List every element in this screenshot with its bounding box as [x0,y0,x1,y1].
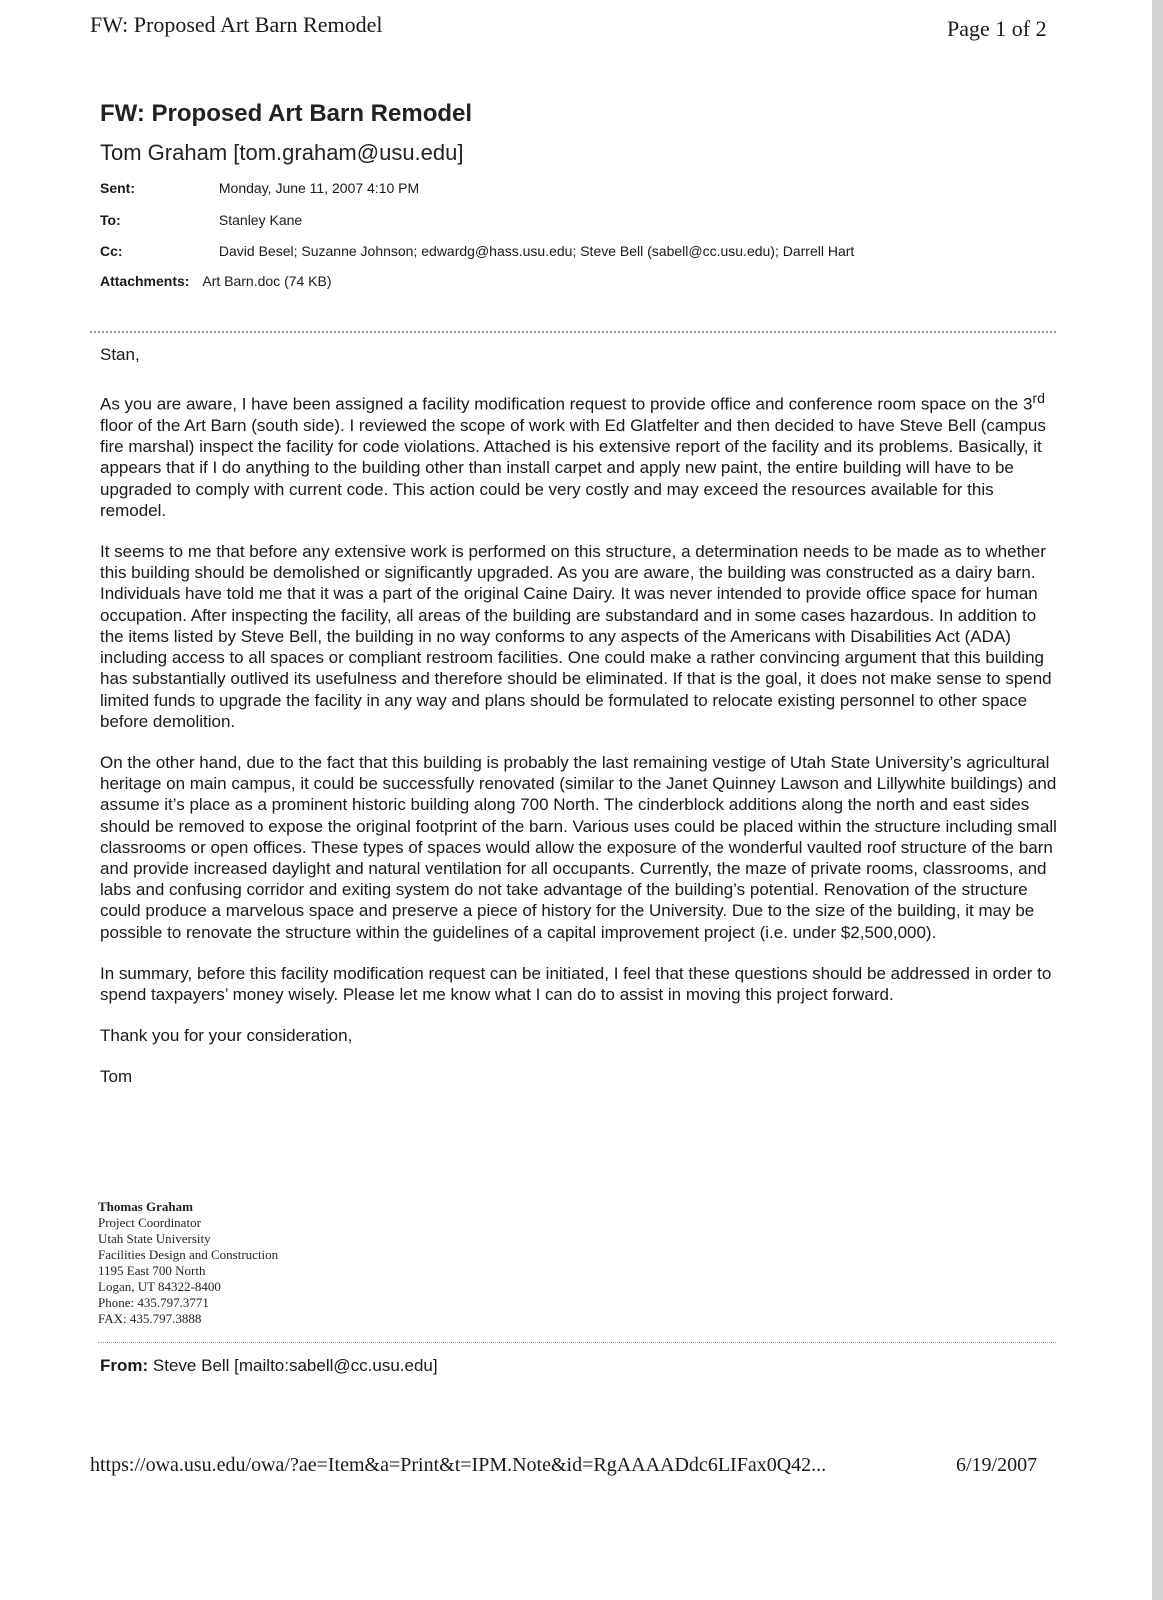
forwarded-from-line [100,1356,438,1376]
print-footer-date: 6/19/2007 [956,1454,1038,1476]
signature-city: Logan, UT 84322-8400 [98,1279,221,1294]
signature-dept: Facilities Design and Construction [98,1247,279,1262]
signature-phone: Phone: 435.797.3771 [98,1295,209,1310]
sent-row [100,180,419,196]
sent-label: Sent: [100,180,135,196]
scan-edge-shadow [1152,0,1163,1600]
attachments-label: Attachments: [100,273,190,289]
attachment-link[interactable]: Art Barn.doc (74 KB) [202,273,332,289]
signature-name: Thomas Graham [98,1199,193,1214]
p1-superscript: rd [1032,391,1046,408]
header-divider [90,331,1056,333]
p1-text-after: floor of the Art Barn (south side). I reviewed the scope of work with Ed Glatfelter and then decided to have Steve Bell (campus fire marshal) inspect the facility for code violations. Attached is his extensive report of the facility and its problems. Basically, it appears that if I do anything to the building other than install carpet and apply new paint, the entire building will have to be upgraded to comply with current code. This action could be very costly and may exceed the resources available for this remodel. [100,416,1046,520]
print-header-title: FW: Proposed Art Barn Remodel [90,12,383,37]
from-label: From: [100,1356,149,1375]
signature-title: Project Coordinator [98,1215,201,1230]
greeting: Stan, [100,345,140,364]
body-paragraph-3: On the other hand, due to the fact that this building is probably the last remaining vestige of Utah State University’s agricultural heritage on main campus, it could be successfully renovated (similar to the Janet Quinney Lawson and Lillywhite buildings) and assume it’s place as a prominent historic building along 700 North. The cinderblock additions along the north and east sides should be removed to expose the original footprint of the barn. Various uses could be placed within the structure including small classrooms or open offices. These types of spaces would allow the exposure of the wonderful vaulted roof structure of the barn and provide increased daylight and natural ventilation for all occupants. Currently, the maze of private rooms, classrooms, and labs and confusing corridor and exiting system do not take advantage of the building’s potential. Renovation of the structure could produce a marvelous space and preserve a piece of history for the University. Due to the size of the building, it may be possible to renovate the structure within the guidelines of a capital improvement project (i.e. under $2,500,000). [100,752,1057,942]
signature-street: 1195 East 700 North [98,1263,206,1278]
email-sender: Tom Graham [tom.graham@usu.edu] [100,140,464,165]
email-signature [98,1199,278,1327]
from-value[interactable]: Steve Bell [mailto:sabell@cc.usu.edu] [152,1356,438,1375]
email-body [100,344,1060,1108]
body-paragraph-1 [100,389,1060,521]
closing: Thank you for your consideration, [100,1026,353,1046]
sent-value: Monday, June 11, 2007 4:10 PM [218,180,420,196]
body-paragraph-4: In summary, before this facility modification request can be initiated, I feel that these questions should be addressed in order to spend taxpayers’ money wisely. Please let me know what I can do to assist in moving this project forward. [100,963,1052,1004]
signature-fax: FAX: 435.797.3888 [98,1311,202,1326]
to-value: Stanley Kane [218,212,303,228]
sign-off: Tom [100,1067,133,1087]
cc-label: Cc: [100,243,123,259]
forward-divider [98,1342,1056,1343]
body-paragraph-2: It seems to me that before any extensive work is performed on this structure, a determination needs to be made as to whether this building should be demolished or significantly upgraded. As you are aware, the building was constructed as a dairy barn. Individuals have told me that it was a part of the original Caine Dairy. It was never intended to provide office space for human occupation. After inspecting the facility, all areas of the building are substandard and in some cases hazardous. In addition to the items listed by Steve Bell, the building in no way conforms to any aspects of the Americans with Disabilities Act (ADA) including access to all spaces or compliant restroom facilities. One could make a rather convincing argument that this building has substantially outlived its usefulness and therefore should be eliminated. If that is the goal, it does not make sense to spend limited funds to upgrade the facility in any way and plans should be formulated to relocate existing personnel to other space before demolition. [100,542,1052,731]
attachments-row [100,273,332,289]
to-row [100,212,302,228]
email-subject: FW: Proposed Art Barn Remodel [100,100,473,127]
cc-value: David Besel; Suzanne Johnson; edwardg@hass.usu.edu; Steve Bell (sabell@cc.usu.edu); Darrell Hart [218,243,855,259]
p1-text-before: As you are aware, I have been assigned a facility modification request to provide office and conference room space on the 3 [100,394,1033,414]
print-header-page-number: Page 1 of 2 [947,16,1047,41]
cc-row [100,243,854,259]
print-footer-url: https://owa.usu.edu/owa/?ae=Item&a=Print&t=IPM.Note&id=RgAAAADdc6LIFax0Q42... [90,1454,827,1476]
to-label: To: [100,212,121,228]
signature-org: Utah State University [98,1231,211,1246]
